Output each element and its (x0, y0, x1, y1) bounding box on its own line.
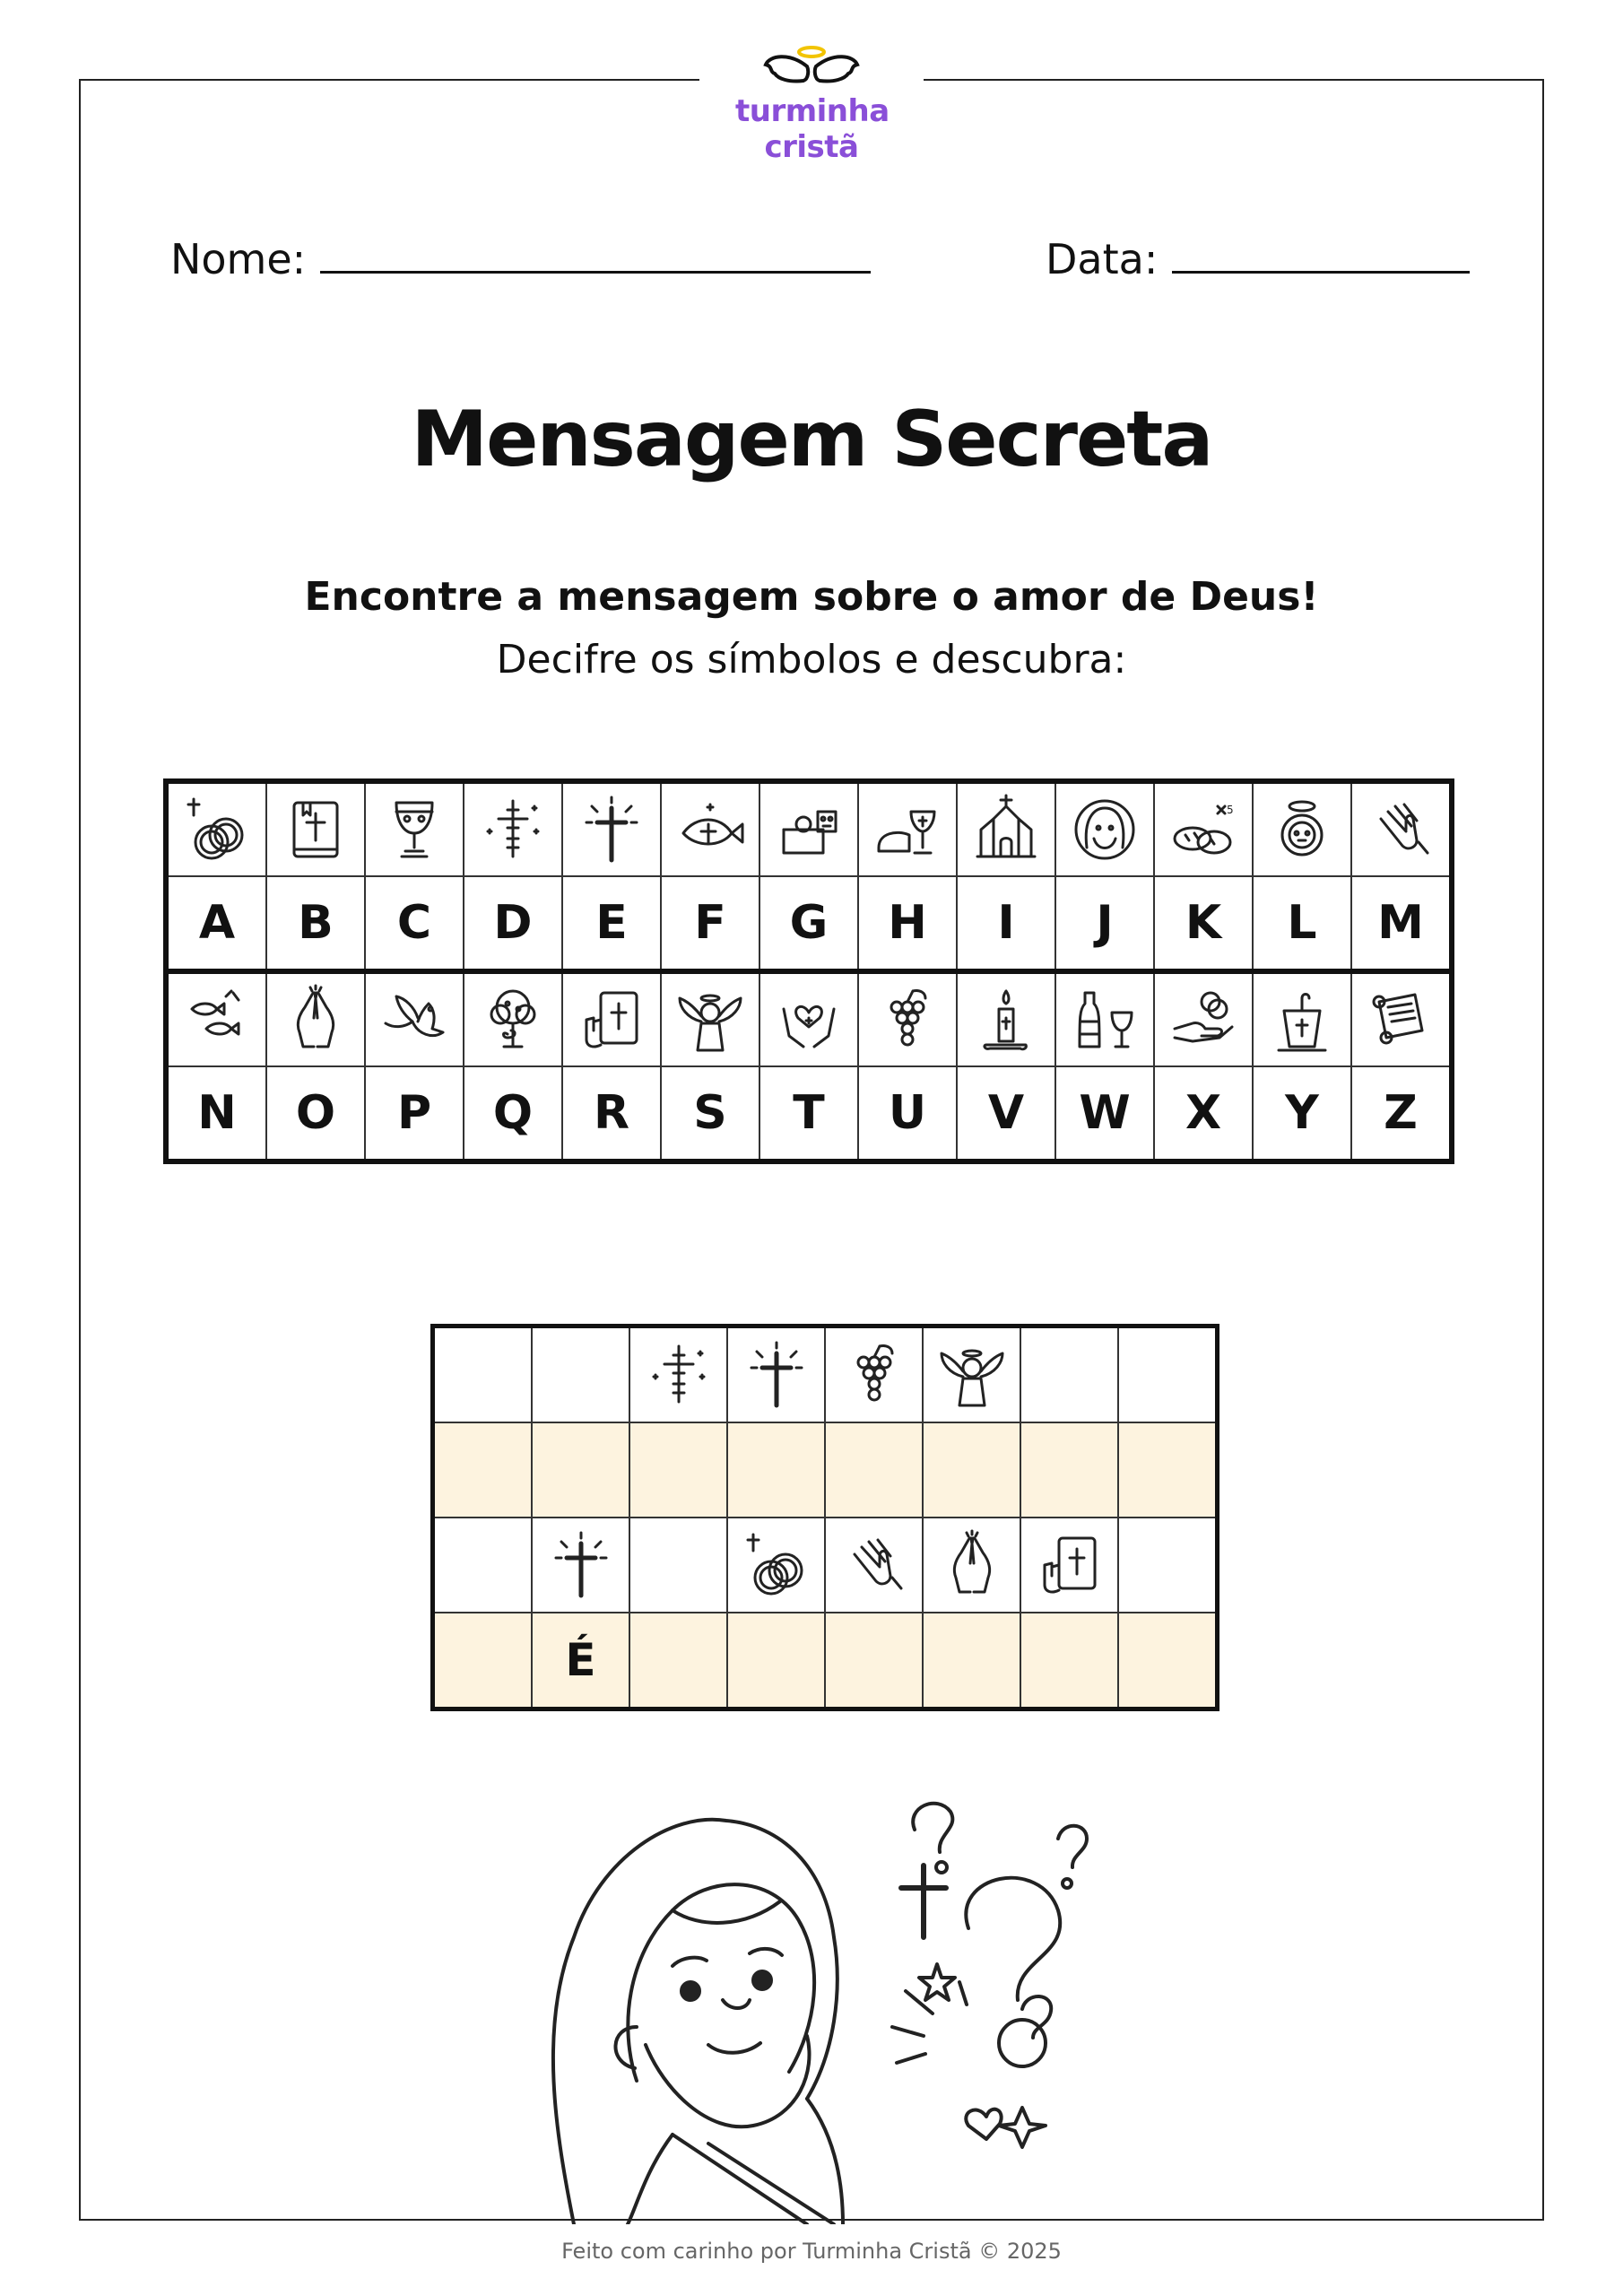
fish-plant-icon (179, 982, 255, 1057)
key-symbol-cell (562, 971, 661, 1066)
puzzle-answer-cell[interactable] (433, 1422, 533, 1518)
key-letter-cell: M (1351, 876, 1452, 971)
key-symbol-cell (365, 781, 464, 876)
puzzle-answer-cell[interactable] (1118, 1613, 1218, 1709)
key-symbol-cell (661, 971, 759, 1066)
puzzle-grid (430, 1324, 1219, 1711)
key-letter-cell: V (957, 1066, 1055, 1161)
pulpit-icon (1264, 982, 1340, 1057)
puzzle-symbol-cell (825, 1518, 923, 1613)
key-letter-cell: X (1154, 1066, 1253, 1161)
key-symbol-cell (858, 971, 957, 1066)
cross-sparkle-icon (475, 792, 551, 867)
key-symbol-cell (661, 781, 759, 876)
key-letter-cell: H (858, 876, 957, 971)
key-symbol-cell (759, 971, 858, 1066)
bread-chalice-icon (870, 792, 945, 867)
puzzle-symbol-cell (433, 1326, 533, 1423)
cipher-key-table (163, 778, 1454, 1164)
key-letter-cell: N (166, 1066, 266, 1161)
name-label: Nome: (170, 235, 307, 283)
key-letter-cell: O (266, 1066, 365, 1161)
angel-wings-logo-icon (762, 43, 861, 93)
puzzle-symbol-cell (727, 1518, 825, 1613)
key-symbol-cell (1055, 781, 1154, 876)
puzzle-answer-cell[interactable] (923, 1613, 1020, 1709)
cross-rays-icon (739, 1337, 814, 1413)
puzzle-symbol-cell (1118, 1518, 1218, 1613)
scroll-icon (1363, 982, 1438, 1057)
key-symbol-cell (759, 781, 858, 876)
cross-sparkle-icon (641, 1337, 716, 1413)
angel-icon (934, 1337, 1010, 1413)
key-letter-cell: C (365, 876, 464, 971)
bread-loaves-icon (1166, 792, 1241, 867)
page-title: Mensagem Secreta (411, 395, 1212, 484)
key-letter-cell: K (1154, 876, 1253, 971)
angel-icon (673, 982, 748, 1057)
puzzle-answer-cell[interactable] (433, 1613, 533, 1709)
heart-hands-icon (771, 982, 846, 1057)
key-symbol-cell (166, 781, 266, 876)
key-symbol-cell (1351, 971, 1452, 1066)
grapes-icon (870, 982, 945, 1057)
name-line[interactable] (320, 235, 871, 274)
church-icon (968, 792, 1044, 867)
key-symbol-cell (464, 971, 562, 1066)
key-letter-cell: W (1055, 1066, 1154, 1161)
puzzle-symbol-cell (532, 1326, 629, 1423)
puzzle-symbol-cell (1118, 1326, 1218, 1423)
key-letter-cell: Z (1351, 1066, 1452, 1161)
puzzle-symbol-cell (1020, 1518, 1118, 1613)
puzzle-answer-cell[interactable] (629, 1613, 727, 1709)
puzzle-answer-cell[interactable] (1020, 1422, 1118, 1518)
key-symbol-cell (166, 971, 266, 1066)
logo (735, 43, 888, 187)
praying-hands-icon (278, 982, 353, 1057)
praying-hands-side-icon (837, 1527, 912, 1603)
key-letter-cell: J (1055, 876, 1154, 971)
subtitle: Encontre a mensagem sobre o amor de Deus! (304, 574, 1319, 620)
puzzle-answer-cell[interactable]: É (532, 1613, 629, 1709)
key-symbol-cell (365, 971, 464, 1066)
svg-text:5: 5 (1227, 804, 1234, 816)
key-letter-cell: U (858, 1066, 957, 1161)
lion-angel-icon (1264, 792, 1340, 867)
puzzle-answer-cell[interactable] (825, 1613, 923, 1709)
puzzle-symbol-cell (825, 1326, 923, 1423)
nativity-icon (771, 792, 846, 867)
key-symbol-cell (1253, 971, 1351, 1066)
praying-hands-icon (934, 1527, 1010, 1603)
wine-icon (1067, 982, 1142, 1057)
puzzle-answer-cell[interactable] (727, 1613, 825, 1709)
puzzle-symbol-cell (629, 1326, 727, 1423)
instruction: Decifre os símbolos e descubra: (496, 637, 1127, 683)
key-symbol-cell (266, 971, 365, 1066)
key-letter-cell: S (661, 1066, 759, 1161)
key-letter-cell: Q (464, 1066, 562, 1161)
date-line[interactable] (1172, 235, 1470, 274)
footer-credit: Feito com carinho por Turminha Cristã © 2025 (561, 2239, 1062, 2264)
bible-icon (278, 792, 353, 867)
cross-rays-icon (543, 1527, 619, 1603)
name-field[interactable] (170, 235, 871, 283)
date-field[interactable] (1046, 235, 1470, 283)
puzzle-symbol-cell (629, 1518, 727, 1613)
rings-icon (739, 1527, 814, 1603)
puzzle-symbol-cell (727, 1326, 825, 1423)
key-letter-cell: A (166, 876, 266, 971)
key-letter-cell: I (957, 876, 1055, 971)
logo-line-1: turminha (735, 93, 890, 129)
bible-hand-icon (574, 982, 649, 1057)
tree-icon (475, 982, 551, 1057)
key-letter-cell: P (365, 1066, 464, 1161)
key-symbol-cell (957, 971, 1055, 1066)
dove-icon (377, 982, 452, 1057)
key-symbol-cell (266, 781, 365, 876)
puzzle-answer-cell[interactable] (1020, 1613, 1118, 1709)
chalice-icon (377, 792, 452, 867)
key-letter-cell: T (759, 1066, 858, 1161)
key-letter-cell: F (661, 876, 759, 971)
key-letter-cell: B (266, 876, 365, 971)
jesus-thinking-illustration (538, 1758, 1202, 2224)
key-symbol-cell (858, 781, 957, 876)
key-letter-cell: Y (1253, 1066, 1351, 1161)
key-symbol-cell (562, 781, 661, 876)
offering-hand-icon (1166, 982, 1241, 1057)
puzzle-symbol-cell (433, 1518, 533, 1613)
key-symbol-cell (464, 781, 562, 876)
fish-icon (673, 792, 748, 867)
puzzle-symbol-cell (1020, 1326, 1118, 1423)
puzzle-answer-cell[interactable] (825, 1422, 923, 1518)
key-symbol-cell (1351, 781, 1452, 876)
jesus-face-icon (1067, 792, 1142, 867)
key-letter-cell: L (1253, 876, 1351, 971)
candle-icon (968, 982, 1044, 1057)
puzzle-answer-cell[interactable] (923, 1422, 1020, 1518)
puzzle-answer-cell[interactable] (629, 1422, 727, 1518)
key-letter-cell: R (562, 1066, 661, 1161)
grapes-icon (837, 1337, 912, 1413)
key-symbol-cell (1055, 971, 1154, 1066)
cross-rays-icon (574, 792, 649, 867)
bible-hand-icon (1032, 1527, 1107, 1603)
rings-icon (179, 792, 255, 867)
key-letter-cell: D (464, 876, 562, 971)
key-letter-cell: G (759, 876, 858, 971)
puzzle-symbol-cell (923, 1326, 1020, 1423)
puzzle-symbol-cell (923, 1518, 1020, 1613)
key-symbol-cell (957, 781, 1055, 876)
puzzle-answer-cell[interactable] (727, 1422, 825, 1518)
logo-line-2: cristã (764, 129, 859, 165)
puzzle-symbol-cell (532, 1518, 629, 1613)
key-symbol-cell (1154, 781, 1253, 876)
key-symbol-cell (1154, 971, 1253, 1066)
date-label: Data: (1046, 235, 1159, 283)
key-symbol-cell (1253, 781, 1351, 876)
puzzle-answer-cell[interactable] (532, 1422, 629, 1518)
praying-hands-side-icon (1363, 792, 1438, 867)
key-letter-cell: E (562, 876, 661, 971)
puzzle-answer-cell[interactable] (1118, 1422, 1218, 1518)
